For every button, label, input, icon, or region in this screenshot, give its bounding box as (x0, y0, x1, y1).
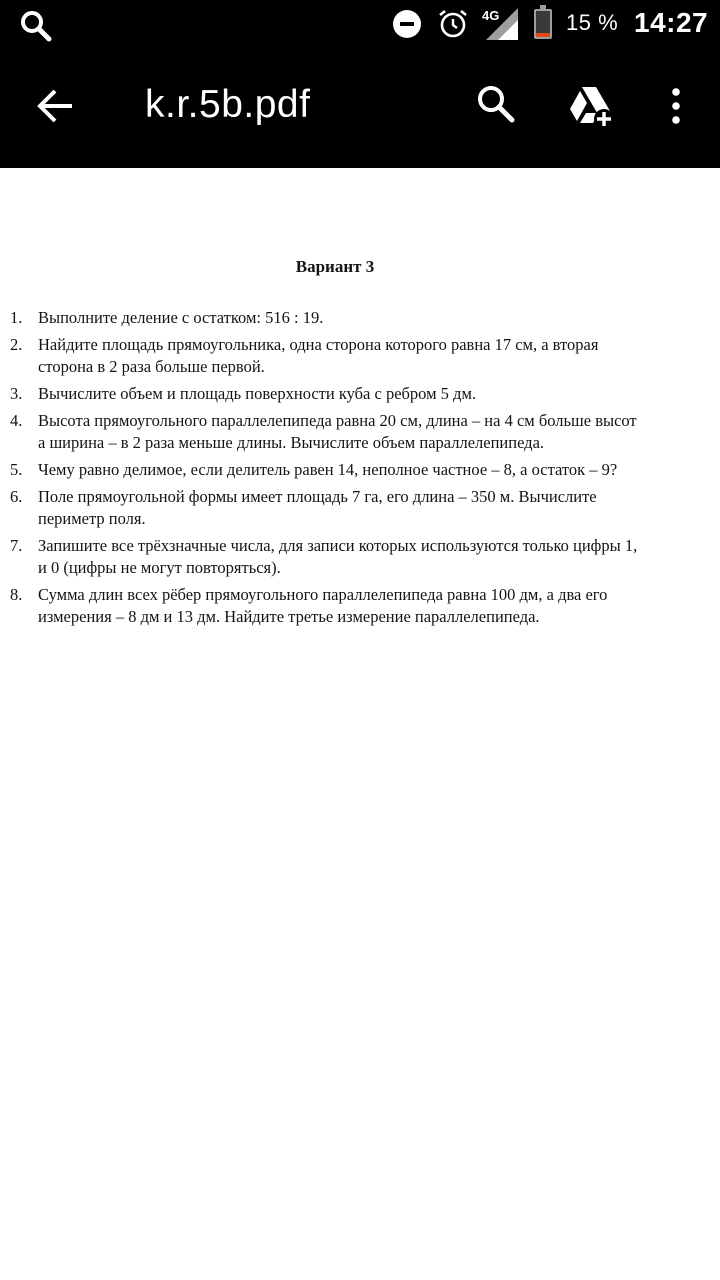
task-text (38, 459, 617, 481)
task-number: 6. (10, 487, 23, 506)
app-bar (0, 50, 720, 168)
task-line: Высота прямоугольного параллелепипеда равна 20 см, длина – на 4 см больше высот (38, 411, 637, 430)
task-line: сторона в 2 раза больше первой. (38, 357, 265, 376)
task-text (38, 410, 637, 454)
clock: 14:27 (634, 7, 709, 38)
network-type-label: 4G (482, 8, 500, 23)
task-item (10, 459, 720, 481)
variant-title: Вариант 3 (295, 257, 375, 276)
battery-level (536, 33, 550, 37)
battery-icon (534, 9, 552, 39)
task-line: Найдите площадь прямоугольника, одна сторона которого равна 17 см, а вторая (38, 335, 599, 354)
task-line: периметр поля. (38, 509, 146, 528)
task-line: Поле прямоугольной формы имеет площадь 7 га, его длина – 350 м. Вычислите (38, 487, 597, 506)
task-number: 4. (10, 411, 23, 430)
task-line: и 0 (цифры не могут повторяться). (38, 558, 281, 577)
pdf-page[interactable] (0, 168, 720, 1280)
task-text (38, 383, 476, 405)
task-line: измерения – 8 дм и 13 дм. Найдите третье измерение параллелепипеда. (38, 607, 540, 626)
search-icon[interactable] (474, 82, 518, 126)
task-item (10, 535, 720, 579)
task-item (10, 486, 720, 530)
task-item (10, 410, 720, 454)
drive-add-icon[interactable] (566, 83, 616, 131)
task-text (38, 584, 607, 628)
task-number: 2. (10, 335, 23, 354)
task-item (10, 383, 720, 405)
task-number: 8. (10, 585, 23, 604)
task-text (38, 486, 597, 530)
task-line: Вычислите объем и площадь поверхности куба с ребром 5 дм. (38, 384, 477, 403)
document-title: k.r.5b.pdf (145, 83, 311, 126)
task-item (10, 584, 720, 628)
task-number: 1. (10, 308, 23, 327)
alarm-icon (437, 8, 469, 40)
task-number: 3. (10, 384, 23, 403)
task-line: Чему равно делимое, если делитель равен 14, неполное частное – 8, а остаток – 9? (38, 460, 618, 479)
task-item (10, 334, 720, 378)
task-number: 7. (10, 536, 23, 555)
back-arrow-icon[interactable] (34, 84, 78, 128)
battery-percent: 15 % (566, 10, 619, 35)
task-list (10, 307, 720, 633)
task-line: а ширина – в 2 раза меньше длины. Вычислите объем параллелепипеда. (38, 433, 545, 452)
task-text (38, 307, 323, 329)
status-bar (0, 0, 720, 50)
more-vert-icon[interactable] (660, 84, 692, 128)
task-text (38, 535, 637, 579)
task-line: Запишите все трёхзначные числа, для записи которых используются только цифры 1, (38, 536, 638, 555)
search-icon[interactable] (18, 8, 54, 44)
task-text (38, 334, 598, 378)
task-number: 5. (10, 460, 23, 479)
task-line: Сумма длин всех рёбер прямоугольного параллелепипеда равна 100 дм, а два его (38, 585, 608, 604)
task-line: Выполните деление с остатком: 516 : 19. (38, 308, 324, 327)
do-not-disturb-icon (393, 10, 421, 38)
task-item (10, 307, 720, 329)
